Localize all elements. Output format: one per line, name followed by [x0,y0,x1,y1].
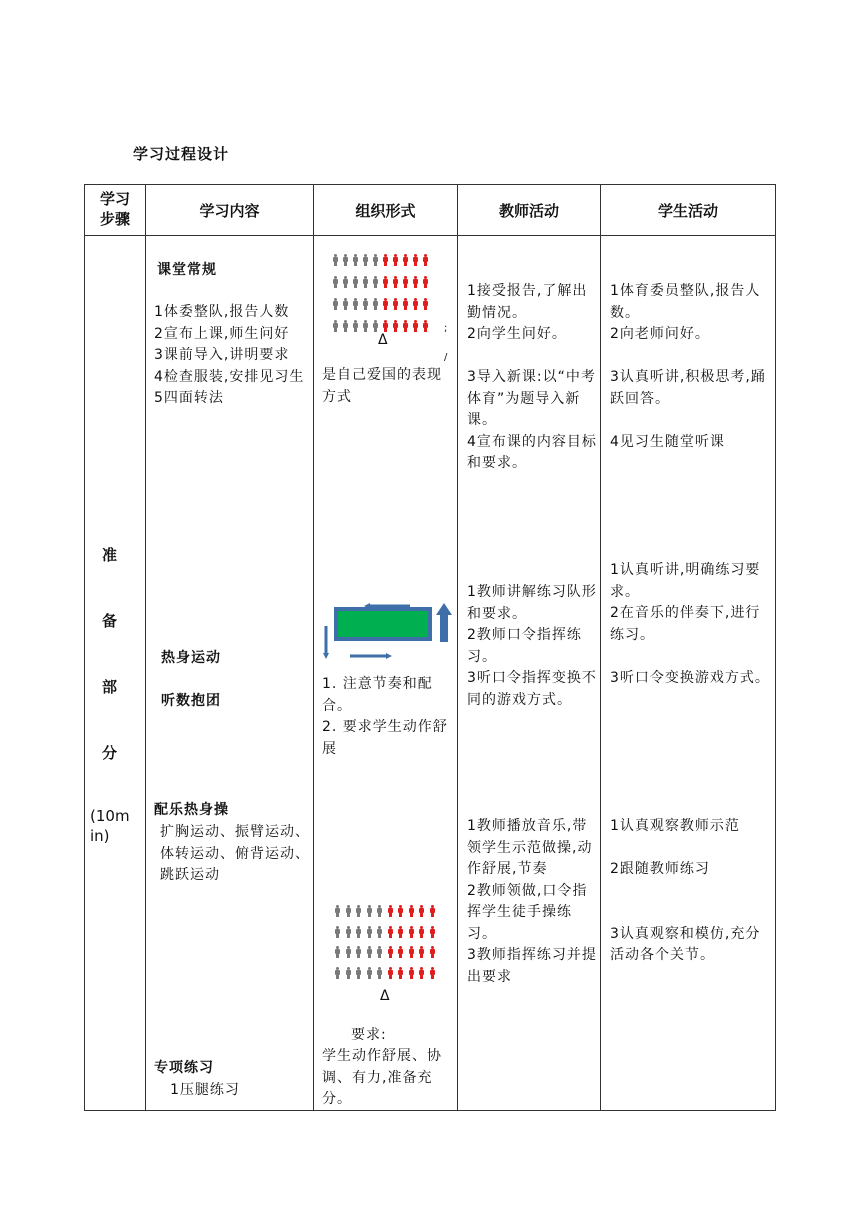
student-figure-icon [362,276,369,288]
student-figure-icon [392,254,399,266]
student-figure-icon [412,276,419,288]
student-figure-icon [345,905,352,917]
header-teacher-activity: 教师活动 [498,202,559,220]
student-figure-icon [418,967,425,979]
table-border-right [775,184,776,1111]
student-figure-icon [387,905,394,917]
requirement-text: 学生动作舒展、协调、有力,准备充分。 [322,1048,442,1107]
formation-diagram-bottom [334,905,442,989]
table-border-left [84,184,85,1111]
phase-char-1: 准 [102,546,118,564]
student-figure-icon [334,946,341,958]
student-figure-icon [332,276,339,288]
table-border-top [84,184,776,185]
student-figure-icon [402,320,409,332]
requirement-title: 要求: [351,1027,387,1043]
student-figure-icon [397,926,404,938]
teacher-routine: 1接受报告,了解出勤情况。 2向学生问好。 3导入新课:以“中考体育”为题导入新课。 4宣布课的内容目标和要求。 [467,283,597,471]
student-figure-icon [408,926,415,938]
student-figure-icon [355,946,362,958]
page-title: 学习过程设计 [133,145,230,163]
phase-duration: (10m in) [90,807,130,845]
patriot-text: 是自己爱国的表现方式 [322,367,442,405]
student-figure-icon [352,320,359,332]
student-figure-icon [412,254,419,266]
student-figure-icon [352,254,359,266]
student-figure-icon [429,905,436,917]
student-figure-icon [345,946,352,958]
student-figure-icon [334,905,341,917]
student-figure-icon [372,254,379,266]
phase-char-4: 分 [102,744,118,762]
music-warmup-title: 配乐热身操 [154,802,229,818]
warmup-game: 听数抱团 [161,693,221,709]
header-row-divider [84,235,776,236]
student-figure-icon [376,926,383,938]
student-figure-icon [422,276,429,288]
header-organization: 组织形式 [355,202,416,220]
student-figure-icon [352,276,359,288]
student-figure-icon [366,967,373,979]
student-figure-icon [418,905,425,917]
student-figure-icon [408,946,415,958]
student-figure-icon [392,276,399,288]
student-figure-icon [332,254,339,266]
formation-diagram-top [332,254,436,334]
side-mark-1: ; [444,323,449,334]
routine-items: 1体委整队,报告人数 2宣布上课,师生问好 3课前导入,讲明要求 4检查服装,安排见习生 5四面转法 [154,304,305,406]
right-arrow-shaft [440,614,448,642]
student-figure-icon [372,276,379,288]
student-figure-icon [418,946,425,958]
student-figure-icon [392,320,399,332]
teacher-warmup: 1教师讲解练习队形和要求。 2教师口令指挥练习。 3听口令指挥变换不同的游戏方式。 [467,584,597,708]
teacher-music: 1教师播放音乐,带领学生示范做操,动作舒展,节奏 2教师领做,口令指挥学生徒手操练习。 3教师指挥练习并提出要求 [467,818,597,985]
student-figure-icon [334,926,341,938]
special-practice-item: 1压腿练习 [170,1082,240,1098]
student-figure-icon [334,967,341,979]
header-content: 学习内容 [199,202,260,220]
lesson-table [84,184,776,1111]
student-figure-icon [362,254,369,266]
header-step: 学习 步骤 [99,190,130,228]
student-figure-icon [408,905,415,917]
student-figure-icon [402,276,409,288]
music-warmup-items: 扩胸运动、振臂运动、体转运动、俯背运动、跳跃运动 [160,824,310,883]
right-arrow-head [436,603,452,615]
student-figure-icon [382,298,389,310]
student-figure-icon [402,298,409,310]
student-figure-icon [362,298,369,310]
student-figure-icon [422,254,429,266]
column-divider-2 [313,184,314,1111]
student-music: 1认真观察教师示范 2跟随教师练习 3认真观察和模仿,充分活动各个关节。 [610,818,761,963]
student-figure-icon [342,254,349,266]
student-figure-icon [345,926,352,938]
student-figure-icon [372,320,379,332]
student-figure-icon [332,320,339,332]
student-figure-icon [355,926,362,938]
student-figure-icon [402,254,409,266]
student-figure-icon [397,967,404,979]
student-figure-icon [382,276,389,288]
special-practice-title: 专项练习 [154,1060,214,1076]
side-mark-2: / [444,352,449,363]
student-routine: 1体育委员整队,报告人数。 2向老师问好。 3认真听讲,积极思考,踊跃回答。 4见习生随堂听课 [610,283,766,450]
student-figure-icon [345,967,352,979]
student-figure-icon [422,320,429,332]
student-figure-icon [342,320,349,332]
student-figure-icon [429,926,436,938]
student-figure-icon [397,946,404,958]
student-figure-icon [429,946,436,958]
student-figure-icon [422,298,429,310]
student-warmup: 1认真听讲,明确练习要求。 2在音乐的伴奏下,进行练习。 3听口令变换游戏方式。 [610,562,770,686]
student-figure-icon [332,298,339,310]
student-figure-icon [429,967,436,979]
student-figure-icon [418,926,425,938]
student-figure-icon [366,946,373,958]
student-figure-icon [387,926,394,938]
student-figure-icon [372,298,379,310]
student-figure-icon [355,967,362,979]
student-figure-icon [352,298,359,310]
routine-title: 课堂常规 [157,262,217,278]
bottom-arrow-head [386,653,392,659]
teacher-position-triangle: Δ [378,332,388,348]
student-figure-icon [366,905,373,917]
column-divider-3 [457,184,458,1111]
student-figure-icon [397,905,404,917]
student-figure-icon [362,320,369,332]
student-figure-icon [387,946,394,958]
phase-char-2: 备 [102,612,118,630]
warmup-field-diagram [320,602,456,662]
student-figure-icon [382,320,389,332]
student-figure-icon [382,254,389,266]
student-figure-icon [376,967,383,979]
warmup-title: 热身运动 [161,650,221,666]
student-figure-icon [412,320,419,332]
warmup-organization-notes: 1. 注意节奏和配合。 2. 要求学生动作舒展 [322,676,448,757]
teacher-position-triangle-bottom: Δ [380,988,390,1004]
student-figure-icon [342,298,349,310]
header-student-activity: 学生活动 [657,202,718,220]
student-figure-icon [366,926,373,938]
field-green-area [336,609,430,639]
student-figure-icon [408,967,415,979]
column-divider-1 [145,184,146,1111]
column-divider-4 [600,184,601,1111]
student-figure-icon [392,298,399,310]
left-arrow-head [323,653,329,659]
student-figure-icon [376,946,383,958]
student-figure-icon [412,298,419,310]
student-figure-icon [342,276,349,288]
phase-char-3: 部 [102,678,118,696]
student-figure-icon [376,905,383,917]
student-figure-icon [387,967,394,979]
student-figure-icon [355,905,362,917]
